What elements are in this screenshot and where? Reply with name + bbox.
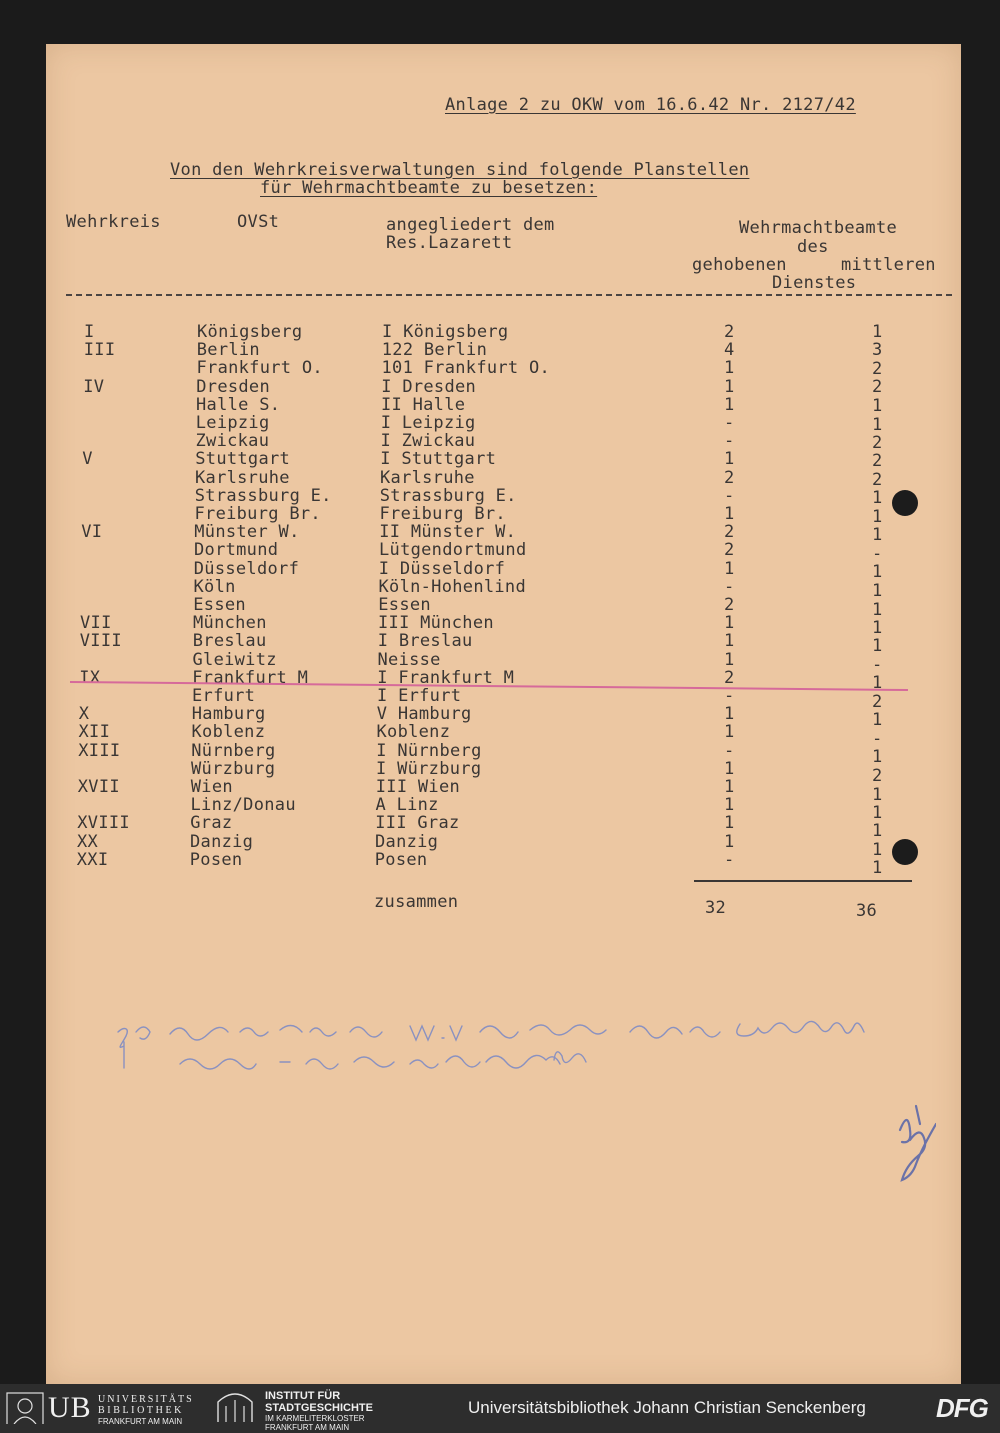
header-separator: [66, 294, 952, 296]
wehrkreis-cell: XVIII: [77, 813, 130, 834]
mittleren-cell: 1: [872, 636, 883, 657]
table-row: [0, 413, 1000, 435]
wehrkreis-cell: VIII: [79, 631, 122, 652]
ovst-cell: Hamburg: [191, 704, 266, 725]
mittleren-cell: 2: [872, 451, 883, 472]
handwritten-initials: [886, 1100, 936, 1200]
wehrkreis-cell: V: [82, 449, 93, 470]
mittleren-cell: 1: [872, 821, 883, 842]
gehobenen-cell: 2: [724, 667, 735, 688]
isg-line-3: IM KARMELITERKLOSTER: [265, 1414, 365, 1423]
ovst-cell: Graz: [190, 813, 233, 834]
table-row: [0, 722, 1000, 749]
lazarett-cell: Posen: [374, 849, 428, 870]
document-title-line-2: für Wehrmachtbeamte zu besetzen:: [260, 178, 598, 198]
col-header-lazarett-line-2: Res.Lazarett: [386, 233, 513, 253]
table-row: [0, 540, 1000, 564]
gehobenen-cell: -: [724, 849, 735, 870]
table-row: [0, 376, 1000, 398]
gehobenen-cell: 1: [724, 449, 735, 470]
ovst-cell: Danzig: [190, 831, 254, 852]
ovst-cell: Dortmund: [194, 540, 279, 561]
lazarett-cell: Koblenz: [376, 722, 451, 743]
wehrkreis-cell: I: [84, 322, 95, 342]
gehobenen-cell: 1: [724, 394, 735, 415]
table-row: [0, 595, 1000, 620]
total-label: zusammen: [374, 892, 459, 912]
mittleren-cell: 1: [872, 784, 883, 805]
ovst-cell: Köln: [193, 576, 236, 597]
ovst-cell: Zwickau: [195, 431, 270, 452]
lazarett-cell: A Linz: [375, 795, 439, 816]
mittleren-cell: 2: [872, 692, 883, 712]
ovst-cell: Berlin: [196, 340, 260, 361]
ovst-cell: Wien: [190, 777, 233, 797]
table-row: [0, 358, 1000, 379]
isg-line-2: STADTGESCHICHTE: [265, 1402, 373, 1414]
gehobenen-cell: 1: [724, 758, 735, 779]
lazarett-cell: V Hamburg: [376, 704, 472, 725]
lazarett-cell: II Münster W.: [379, 522, 517, 543]
lazarett-cell: 122 Berlin: [381, 340, 488, 361]
table-row: [0, 431, 1000, 453]
gehobenen-cell: 1: [724, 831, 735, 852]
lazarett-cell: I Stuttgart: [380, 449, 497, 470]
ovst-cell: Düsseldorf: [193, 558, 300, 579]
lazarett-cell: 101 Frankfurt O.: [381, 358, 551, 379]
col-header-gehobenen: gehobenen: [692, 255, 787, 275]
gehobenen-cell: -: [724, 576, 735, 597]
mittleren-cell: 2: [872, 765, 883, 786]
mittleren-cell: 1: [872, 488, 883, 509]
table-row: [0, 394, 1000, 416]
ovst-cell: Koblenz: [191, 722, 266, 743]
total-gehobenen: 32: [705, 898, 727, 918]
lazarett-cell: I Zwickau: [380, 431, 476, 452]
mittleren-cell: 1: [872, 562, 883, 583]
ovst-cell: Strassburg E.: [194, 485, 332, 506]
lazarett-cell: Lütgendortmund: [379, 540, 527, 561]
lazarett-cell: III Graz: [375, 813, 460, 834]
wehrkreis-cell: VI: [81, 522, 103, 543]
gehobenen-cell: 1: [724, 777, 735, 797]
table-row: [0, 849, 1000, 879]
table-row: [0, 758, 1000, 786]
ovst-cell: Würzburg: [191, 758, 276, 779]
ovst-cell: München: [193, 613, 267, 634]
mittleren-cell: 2: [872, 469, 883, 490]
table-row: [0, 485, 1000, 509]
ovst-cell: Erfurt: [192, 686, 256, 706]
lazarett-cell: III München: [378, 613, 494, 634]
wehrkreis-cell: X: [78, 704, 90, 725]
wehrkreis-cell: III: [83, 340, 116, 361]
mittleren-cell: -: [872, 543, 883, 564]
ovst-cell: Freiburg Br.: [194, 504, 321, 524]
ub-line-1: UNIVERSITÄTS: [98, 1394, 194, 1405]
lazarett-cell: Freiburg Br.: [379, 504, 506, 524]
gehobenen-cell: 2: [724, 322, 735, 342]
table-row: [0, 322, 1000, 340]
col-header-wehrmachtbeamte: Wehrmachtbeamte: [739, 218, 898, 238]
gehobenen-cell: 1: [724, 649, 735, 670]
lazarett-cell: I Erfurt: [377, 686, 462, 706]
mittleren-cell: 1: [872, 802, 883, 823]
lazarett-cell: I Dresden: [381, 376, 477, 397]
col-header-dienstes: Dienstes: [772, 273, 857, 293]
footer-bar: [0, 1384, 1000, 1433]
gehobenen-cell: 1: [724, 795, 735, 816]
mittleren-cell: 1: [872, 673, 883, 694]
gehobenen-cell: 2: [724, 467, 735, 488]
mittleren-cell: 1: [872, 617, 883, 638]
ovst-cell: Essen: [193, 595, 246, 615]
lazarett-cell: I Breslau: [377, 631, 473, 652]
ub-letters: UB: [48, 1391, 92, 1424]
lazarett-cell: II Halle: [381, 394, 466, 415]
table-row: [0, 576, 1000, 601]
table-row: [0, 558, 1000, 583]
ub-line-2: BIBLIOTHEK: [98, 1405, 184, 1416]
wehrkreis-cell: IV: [83, 376, 105, 397]
col-header-mittleren: mittleren: [841, 255, 936, 275]
gehobenen-cell: -: [724, 686, 735, 706]
mittleren-cell: 1: [872, 414, 883, 435]
gehobenen-cell: 2: [724, 522, 735, 543]
ovst-cell: Königsberg: [197, 322, 303, 342]
lazarett-cell: I Würzburg: [376, 758, 482, 779]
wehrkreis-cell: VII: [80, 613, 112, 634]
lazarett-cell: III Wien: [375, 777, 461, 797]
ub-portrait-icon: [6, 1392, 46, 1424]
ovst-cell: Karlsruhe: [195, 467, 290, 488]
footer-library-name: Universitätsbibliothek Johann Christian Senckenberg: [468, 1398, 866, 1417]
lazarett-cell: I Nürnberg: [376, 740, 482, 761]
gehobenen-cell: -: [724, 431, 735, 452]
gehobenen-cell: 2: [724, 540, 735, 561]
table-row: [0, 504, 1000, 527]
ovst-cell: Stuttgart: [195, 449, 291, 470]
table-row: [0, 522, 1000, 546]
lazarett-cell: Danzig: [375, 831, 439, 852]
gehobenen-cell: -: [724, 485, 735, 506]
wehrkreis-cell: IX: [79, 667, 101, 688]
mittleren-cell: 1: [872, 710, 883, 731]
wehrkreis-cell: XX: [77, 831, 99, 852]
lazarett-cell: Köln-Hohenlind: [378, 576, 526, 597]
mittleren-cell: 2: [872, 377, 883, 398]
gehobenen-cell: 1: [724, 358, 735, 379]
isg-building-icon: [214, 1390, 256, 1422]
col-header-ovst: OVSt: [237, 212, 280, 232]
total-mittleren: 36: [856, 901, 878, 921]
mittleren-cell: 2: [872, 432, 883, 453]
lazarett-cell: I Leipzig: [380, 413, 476, 433]
mittleren-cell: -: [872, 728, 883, 749]
ovst-cell: Frankfurt O.: [196, 358, 323, 379]
ovst-cell: Linz/Donau: [190, 795, 296, 816]
gehobenen-cell: -: [724, 413, 735, 433]
table-row: [0, 449, 1000, 472]
handwritten-note: [110, 1010, 900, 1210]
sum-line: [694, 880, 912, 882]
mittleren-cell: 1: [872, 525, 883, 546]
gehobenen-cell: -: [724, 740, 735, 761]
gehobenen-cell: 1: [724, 558, 735, 579]
ovst-cell: Münster W.: [194, 522, 300, 543]
gehobenen-cell: 1: [724, 376, 735, 397]
dfg-logo: DFG: [936, 1393, 988, 1423]
ovst-cell: Leipzig: [195, 413, 270, 433]
table-row: [0, 795, 1000, 823]
isg-line-4: FRANKFURT AM MAIN: [265, 1423, 350, 1432]
table-row: [0, 777, 1000, 805]
gehobenen-cell: 1: [724, 704, 735, 725]
mittleren-cell: 1: [872, 599, 883, 620]
col-header-wehrkreis: Wehrkreis: [66, 212, 161, 232]
ovst-cell: Dresden: [196, 376, 270, 397]
gehobenen-cell: 1: [724, 722, 735, 743]
gehobenen-cell: 1: [724, 631, 735, 652]
wehrkreis-cell: XXI: [76, 849, 109, 870]
wehrkreis-cell: XII: [78, 722, 111, 743]
ovst-cell: Breslau: [192, 631, 267, 652]
table-row: [0, 649, 1000, 675]
lazarett-cell: Essen: [378, 595, 431, 615]
wehrkreis-cell: XVII: [77, 777, 120, 797]
lazarett-cell: Strassburg E.: [379, 485, 517, 506]
mittleren-cell: 1: [872, 580, 883, 601]
mittleren-cell: 1: [872, 395, 883, 416]
lazarett-cell: I Frankfurt M: [377, 667, 515, 688]
gehobenen-cell: 1: [724, 613, 735, 634]
wehrkreis-cell: XIII: [78, 740, 121, 761]
lazarett-cell: Neisse: [377, 649, 441, 670]
table-row: [0, 631, 1000, 657]
lazarett-cell: I Königsberg: [382, 322, 509, 342]
ovst-cell: Posen: [189, 849, 243, 870]
gehobenen-cell: 1: [724, 504, 735, 524]
lazarett-cell: I Düsseldorf: [378, 558, 506, 579]
table-row: [0, 467, 1000, 490]
mittleren-cell: 1: [872, 507, 883, 527]
punch-hole-upper: [892, 490, 918, 516]
col-header-des: des: [797, 237, 829, 257]
isg-line-1: INSTITUT FÜR: [265, 1390, 341, 1402]
mittleren-cell: 1: [872, 747, 883, 768]
col-header-lazarett-line-1: angegliedert dem: [386, 215, 555, 235]
gehobenen-cell: 4: [724, 340, 735, 361]
mittleren-cell: 1: [872, 322, 883, 342]
table-row: [0, 704, 1000, 731]
table-row: [0, 740, 1000, 768]
gehobenen-cell: 1: [724, 813, 735, 834]
ovst-cell: Nürnberg: [191, 740, 276, 761]
mittleren-cell: 1: [872, 839, 883, 860]
mittleren-cell: 3: [872, 340, 883, 361]
ovst-cell: Halle S.: [196, 394, 281, 415]
mittleren-cell: -: [872, 654, 883, 675]
ovst-cell: Gleiwitz: [192, 649, 277, 670]
ub-line-3: FRANKFURT AM MAIN: [98, 1417, 183, 1426]
punch-hole-lower: [892, 839, 918, 865]
table-row: [0, 340, 1000, 361]
gehobenen-cell: 2: [724, 595, 735, 615]
table-row: [0, 613, 1000, 638]
document-title-line-1: Von den Wehrkreisverwaltungen sind folgende Planstellen: [170, 160, 750, 180]
ovst-cell: Frankfurt M: [192, 667, 309, 688]
mittleren-cell: 1: [872, 858, 883, 879]
mittleren-cell: 2: [872, 358, 883, 379]
annex-reference: Anlage 2 zu OKW vom 16.6.42 Nr. 2127/42: [445, 95, 856, 115]
lazarett-cell: Karlsruhe: [380, 467, 475, 488]
